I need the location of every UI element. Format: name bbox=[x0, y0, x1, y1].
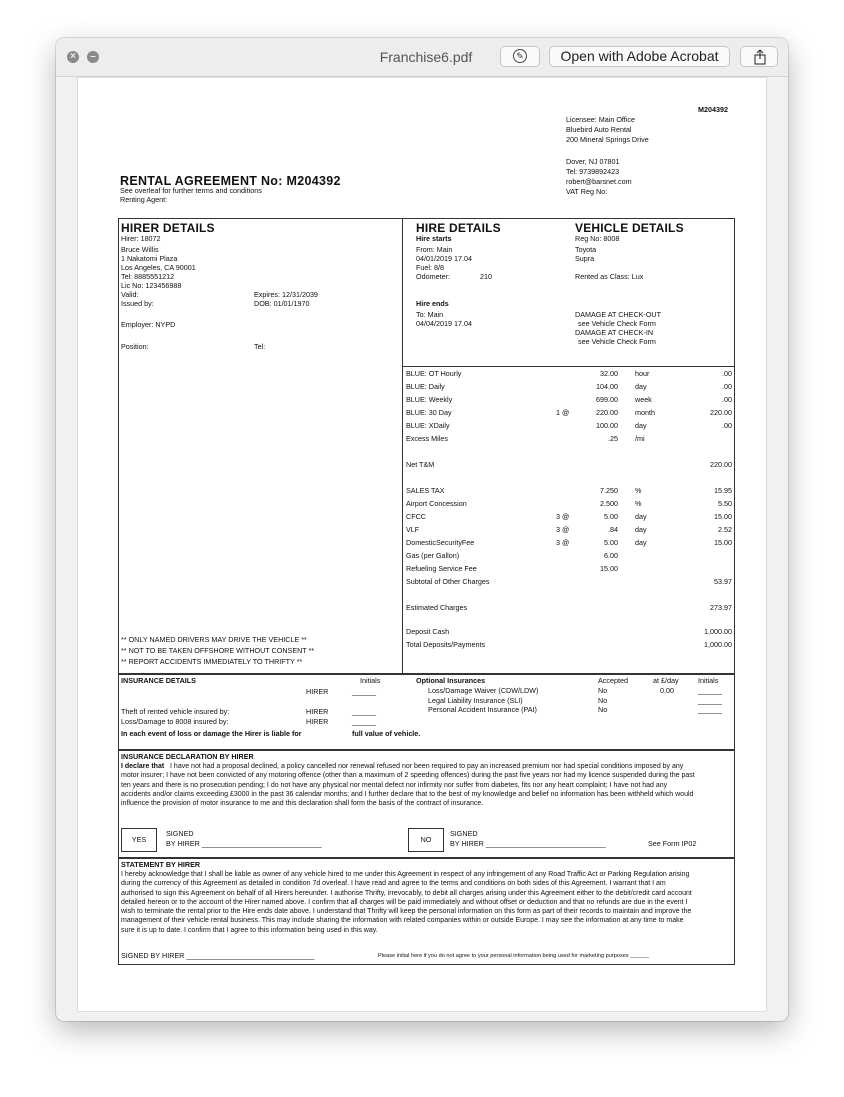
charge-label: Total Deposits/Payments bbox=[406, 640, 486, 649]
licensee-line-7: VAT Reg No: bbox=[566, 187, 608, 196]
hire-end-datetime: 04/04/2019 17.04 bbox=[416, 319, 472, 328]
charge-label: Net T&M bbox=[406, 460, 435, 469]
insurance-hirer-1: HIRER bbox=[306, 687, 329, 696]
loss-damage-insured-by: Loss/Damage to 8008 insured by: bbox=[121, 717, 229, 726]
charge-unit: % bbox=[635, 499, 642, 508]
charges-divider bbox=[402, 366, 735, 367]
charge-label: Subtotal of Other Charges bbox=[406, 577, 490, 586]
preview-window bbox=[56, 38, 788, 1021]
accepted-label: Accepted bbox=[598, 676, 628, 685]
hirer-licence: Lic No: 123456988 bbox=[121, 281, 182, 290]
hirer-tel: Tel: 8885551212 bbox=[121, 272, 175, 281]
hirer-address-2: Los Angeles, CA 90001 bbox=[121, 263, 196, 272]
close-window-icon[interactable]: × bbox=[67, 51, 79, 63]
hirer-liability-value: full value of vehicle. bbox=[352, 729, 421, 738]
damage-check-out-form: see Vehicle Check Form bbox=[578, 319, 656, 328]
markup-button[interactable] bbox=[500, 46, 540, 67]
optional-sli: Legal Liability Insurance (SLI) bbox=[428, 696, 523, 705]
charge-total: 15.95 bbox=[714, 486, 732, 495]
charge-rate: .84 bbox=[608, 525, 618, 534]
hirer-employer: Employer: NYPD bbox=[121, 320, 176, 329]
charge-total: .00 bbox=[722, 369, 732, 378]
charge-qty: 1 @ bbox=[556, 408, 570, 417]
charge-label: Deposit Cash bbox=[406, 627, 450, 636]
charge-label: BLUE: XDaily bbox=[406, 421, 450, 430]
see-form-ip02: See Form IP02 bbox=[648, 839, 697, 848]
marketing-opt-out[interactable]: Please initial here if you do not agree to your personal information being used for marketing purposes ______ bbox=[378, 953, 649, 959]
damage-check-in: DAMAGE AT CHECK-IN bbox=[575, 328, 654, 337]
charge-unit: month bbox=[635, 408, 655, 417]
markup-pen-icon: ✎ bbox=[513, 49, 527, 63]
charge-unit: % bbox=[635, 486, 642, 495]
optional-sli-initials[interactable]: ______ bbox=[698, 696, 722, 705]
hire-ends: Hire ends bbox=[416, 299, 449, 308]
licensee-line-5: Tel: 9739892423 bbox=[566, 167, 620, 176]
charge-unit: day bbox=[635, 525, 647, 534]
charge-total: 5.50 bbox=[718, 499, 732, 508]
licensee-line-6: robert@barsnet.com bbox=[566, 177, 632, 186]
declaration-heading: INSURANCE DECLARATION BY HIRER bbox=[121, 752, 254, 761]
charge-qty: 3 @ bbox=[556, 512, 570, 521]
charge-rate: 7.250 bbox=[600, 486, 618, 495]
notice-accidents: ** REPORT ACCIDENTS IMMEDIATELY TO THRIFTY ** bbox=[121, 657, 303, 666]
charge-unit: day bbox=[635, 538, 647, 547]
hirer-dob: DOB: 01/01/1970 bbox=[254, 299, 310, 308]
vehicle-model: Supra bbox=[575, 254, 595, 263]
odometer-value: 210 bbox=[480, 272, 492, 281]
licensee-line-1: Licensee: Main Office bbox=[566, 115, 635, 124]
charge-rate: 15.00 bbox=[600, 564, 618, 573]
charge-total: 15.00 bbox=[714, 538, 732, 547]
charge-unit: day bbox=[635, 382, 647, 391]
minimize-window-icon[interactable]: – bbox=[87, 51, 99, 63]
optional-initials-label: Initials bbox=[698, 676, 719, 685]
charge-label: DomesticSecurityFee bbox=[406, 538, 475, 547]
charge-label: BLUE: 30 Day bbox=[406, 408, 452, 417]
hire-fuel: Fuel: 8/8 bbox=[416, 263, 444, 272]
yes-checkbox[interactable]: YES bbox=[121, 828, 157, 852]
charge-total: 15.00 bbox=[714, 512, 732, 521]
notice-offshore: ** NOT TO BE TAKEN OFFSHORE WITHOUT CONSENT ** bbox=[121, 646, 315, 655]
hirer-valid: Valid: bbox=[121, 290, 139, 299]
title-bar bbox=[56, 38, 788, 77]
optional-insurances-heading: Optional Insurances bbox=[416, 676, 486, 685]
charge-total: 1,000.00 bbox=[704, 640, 732, 649]
optional-cdw-rate: 0.00 bbox=[660, 686, 674, 695]
theft-insured-by: Theft of rented vehicle insured by: bbox=[121, 707, 230, 716]
no-checkbox[interactable]: NO bbox=[408, 828, 444, 852]
insurance-heading: INSURANCE DETAILS bbox=[121, 676, 196, 685]
charge-rate: 5.00 bbox=[604, 538, 618, 547]
charge-unit: day bbox=[635, 512, 647, 521]
licensee-line-3: 200 Mineral Springs Drive bbox=[566, 135, 649, 144]
optional-pai: Personal Accident Insurance (PAI) bbox=[428, 705, 537, 714]
insurance-initials-line-2[interactable]: ______ bbox=[352, 707, 376, 716]
share-icon bbox=[741, 47, 779, 68]
charge-rate: 32.00 bbox=[600, 369, 618, 378]
statement-signature-line[interactable]: SIGNED BY HIRER ________________________________ bbox=[121, 951, 315, 960]
charge-rate: 2.500 bbox=[600, 499, 618, 508]
signature-line-yes[interactable]: BY HIRER ______________________________ bbox=[166, 839, 322, 848]
charge-qty: 3 @ bbox=[556, 538, 570, 547]
optional-cdw-accepted: No bbox=[598, 686, 608, 695]
charge-label: SALES TAX bbox=[406, 486, 445, 495]
charge-total: 220.00 bbox=[710, 408, 732, 417]
damage-check-out: DAMAGE AT CHECK-OUT bbox=[575, 310, 661, 319]
optional-cdw: Loss/Damage Waiver (CDW/LDW) bbox=[428, 686, 539, 695]
vehicle-reg: Reg No: 8008 bbox=[575, 234, 620, 243]
charge-label: CFCC bbox=[406, 512, 426, 521]
licensee-line-2: Bluebird Auto Rental bbox=[566, 125, 632, 134]
hire-from: From: Main bbox=[416, 245, 453, 254]
document-subtitle: See overleaf for further terms and conditions bbox=[120, 186, 262, 195]
charge-rate: 6.00 bbox=[604, 551, 618, 560]
charge-total: 220.00 bbox=[710, 460, 732, 469]
renting-agent: Renting Agent: bbox=[120, 195, 168, 204]
charge-total: 1,000.00 bbox=[704, 627, 732, 636]
vehicle-details-heading: VEHICLE DETAILS bbox=[575, 221, 684, 235]
charge-total: .00 bbox=[722, 382, 732, 391]
charge-qty: 3 @ bbox=[556, 525, 570, 534]
hirer-address-1: 1 Nakatomi Plaza bbox=[121, 254, 178, 263]
charge-total: .00 bbox=[722, 395, 732, 404]
charge-total: 2.52 bbox=[718, 525, 732, 534]
hirer-number: Hirer: 18072 bbox=[121, 234, 161, 243]
charge-rate: .25 bbox=[608, 434, 618, 443]
charge-total: 53.97 bbox=[714, 577, 732, 586]
charge-label: BLUE: OT Hourly bbox=[406, 369, 462, 378]
charge-label: Airport Concession bbox=[406, 499, 467, 508]
signature-line-no[interactable]: BY HIRER ______________________________ bbox=[450, 839, 606, 848]
notice-named-drivers: ** ONLY NAMED DRIVERS MAY DRIVE THE VEHICLE ** bbox=[121, 635, 307, 644]
hirer-liability: In each event of loss or damage the Hirer is liable for bbox=[121, 729, 302, 738]
hirer-name: Bruce Willis bbox=[121, 245, 159, 254]
details-divider bbox=[402, 218, 403, 674]
hirer-position: Position: bbox=[121, 342, 149, 351]
open-with-acrobat-button[interactable]: Open with Adobe Acrobat bbox=[549, 46, 730, 67]
charge-rate: 5.00 bbox=[604, 512, 618, 521]
share-button[interactable] bbox=[740, 46, 778, 67]
charge-unit: week bbox=[635, 395, 652, 404]
hirer-details-heading: HIRER DETAILS bbox=[121, 221, 215, 235]
optional-pai-initials[interactable]: ______ bbox=[698, 705, 722, 714]
charge-rate: 104.00 bbox=[596, 382, 618, 391]
charge-rate: 100.00 bbox=[596, 421, 618, 430]
damage-check-in-form: see Vehicle Check Form bbox=[578, 337, 656, 346]
window-title: Franchise6.pdf bbox=[379, 49, 473, 65]
charge-unit: hour bbox=[635, 369, 650, 378]
declaration-text bbox=[121, 762, 696, 808]
licensee-line-4: Dover, NJ 07801 bbox=[566, 157, 620, 166]
vehicle-make: Toyota bbox=[575, 245, 597, 254]
charge-total: .00 bbox=[722, 421, 732, 430]
hirer-tel-2: Tel: bbox=[254, 342, 266, 351]
charge-label: Excess Miles bbox=[406, 434, 448, 443]
hire-starts: Hire starts bbox=[416, 234, 452, 243]
charge-label: BLUE: Weekly bbox=[406, 395, 453, 404]
charge-rate: 220.00 bbox=[596, 408, 618, 417]
insurance-initials-line-1[interactable]: ______ bbox=[352, 687, 376, 696]
declaration-lead: I declare that bbox=[121, 763, 165, 770]
signed-label-yes: SIGNED bbox=[166, 829, 194, 838]
hire-to: To: Main bbox=[416, 310, 444, 319]
statement-text: I hereby acknowledge that I shall be liable as owner of any vehicle hired to me under this Agreement in respect of any infringement of any Road Traffic Act or Parking Regulation arising during the currency of this Agreement as detailed in condition 7d overleaf. I have read and agree to the terms and conditions on both sides of this Agreement. I warrant that I am authorised to sign this Agreement on behalf of all Hirers hereunder. I authorise Thrifty, irrevocably, to debit all charges arising under this Agreement either to the debit/credit card account detailed hereon or to the account of the Hirer named above. I confirm that all charges will be paid immediately and without offset or deduction and that no refunds are due in the event I wish to terminate the rental prior to the Hire ends date above. I understand that Thrifty will keep the personal information on this form as part of their records to maintain and improve the management of their vehicle rental business. This may include sharing the information with related companies within or outside Europe. I may see the information at any time to make sure it is up to date. I confirm that I agree to this information being used in this way. bbox=[121, 871, 692, 934]
declaration-body: I have not had a proposal declined, a policy cancelled nor renewal refused nor been required to pay an increased premium nor had special conditions imposed by any motor insurer; I have not been convicted of any motoring offence (other than a maximum of 2 speeding offences) during the past five years nor had my licence suspended during the past ten years and there is no prosecution pending; I do not have any physical nor mental defect nor infirmity nor suffer from diabetes, fits nor any heart complaint; I have not had any accidents and/or claims exceeding £3000 in the past 36 calendar months; and I further declare that to the best of my knowledge and belief no information has been withheld which would influence the provision of motor insurance to me and this declaration shall form the basis of the contract of insurance. bbox=[121, 763, 695, 808]
odometer-label: Odometer: bbox=[416, 272, 450, 281]
charge-label: Refueling Service Fee bbox=[406, 564, 477, 573]
vehicle-class: Rented as Class: Lux bbox=[575, 272, 644, 281]
charge-label: VLF bbox=[406, 525, 420, 534]
insurance-initials-line-3[interactable]: ______ bbox=[352, 717, 376, 726]
hirer-expires: Expires: 12/31/2039 bbox=[254, 290, 318, 299]
insurance-hirer-2: HIRER bbox=[306, 707, 329, 716]
optional-pai-accepted: No bbox=[598, 705, 608, 714]
rate-per-day-label: at £/day bbox=[653, 676, 679, 685]
insurance-hirer-3: HIRER bbox=[306, 717, 329, 726]
charge-label: BLUE: Daily bbox=[406, 382, 445, 391]
agreement-ref: M204392 bbox=[698, 105, 728, 114]
signed-label-no: SIGNED bbox=[450, 829, 478, 838]
charge-rate: 699.00 bbox=[596, 395, 618, 404]
charge-unit: /mi bbox=[635, 434, 645, 443]
document-title: RENTAL AGREEMENT No: M204392 bbox=[120, 174, 341, 188]
charge-label: Estimated Charges bbox=[406, 603, 468, 612]
hirer-issued-by: Issued by: bbox=[121, 299, 154, 308]
charge-unit: day bbox=[635, 421, 647, 430]
charge-total: 273.97 bbox=[710, 603, 732, 612]
optional-sli-accepted: No bbox=[598, 696, 608, 705]
statement-heading: STATEMENT BY HIRER bbox=[121, 860, 201, 869]
optional-cdw-initials[interactable]: ______ bbox=[698, 686, 722, 695]
hire-details-heading: HIRE DETAILS bbox=[416, 221, 501, 235]
insurance-initials-label: Initials bbox=[360, 676, 381, 685]
charge-label: Gas (per Gallon) bbox=[406, 551, 460, 560]
pdf-page bbox=[78, 78, 766, 1011]
hire-start-datetime: 04/01/2019 17.04 bbox=[416, 254, 472, 263]
